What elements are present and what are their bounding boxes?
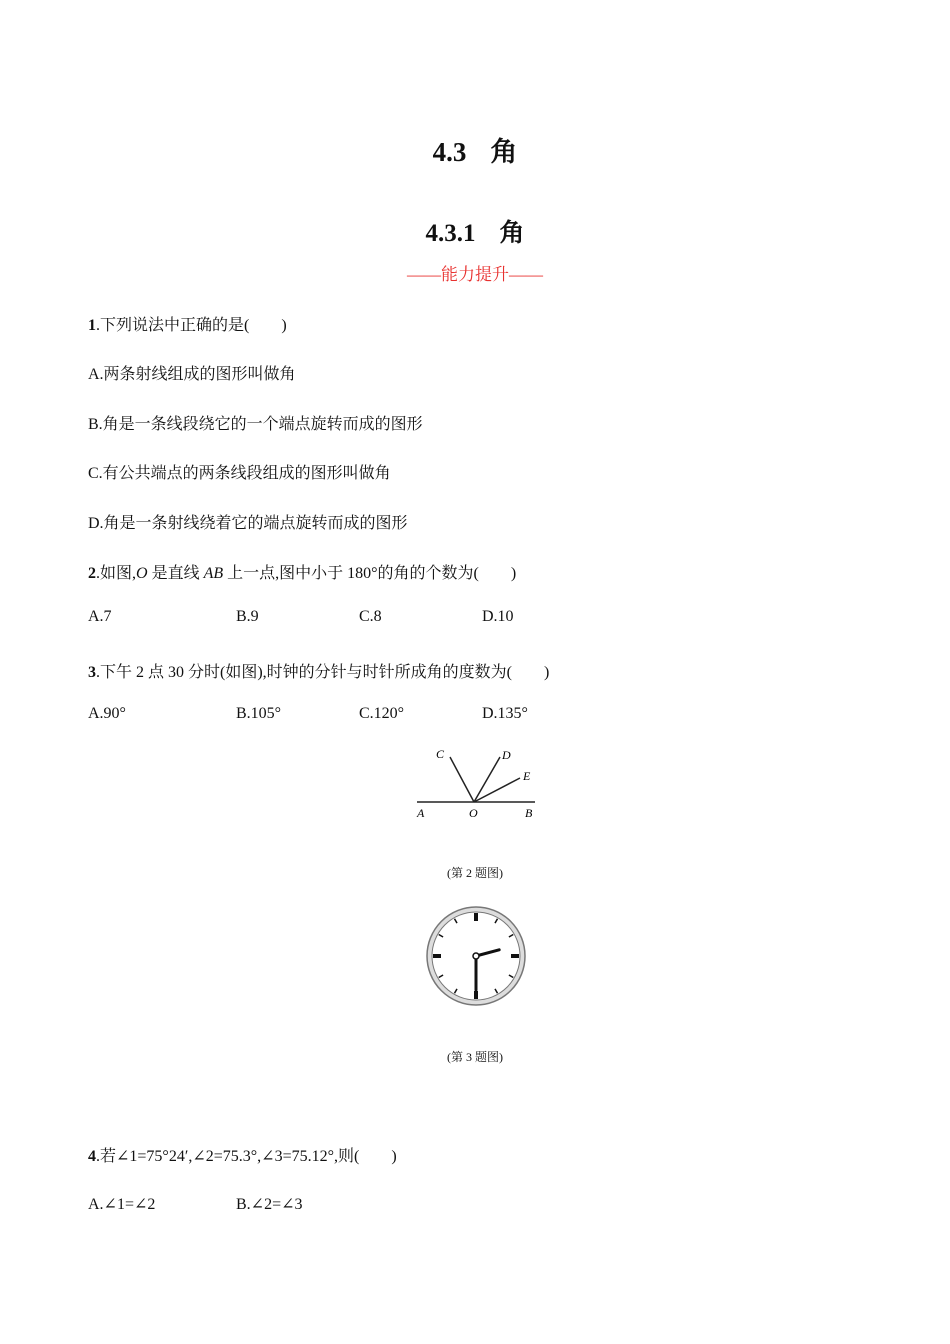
figure-3-caption: (第 3 题图) [447,1050,503,1064]
title-number: 4.3 [432,137,467,167]
label-a: A [417,806,425,820]
page-title [0,130,950,169]
label-o: O [469,806,478,820]
q1-option-c: C.有公共端点的两条线段组成的图形叫做角 [88,465,391,482]
question-text-pre: .如图, [96,565,137,582]
question-number: 2 [88,565,96,582]
question-number: 1 [88,317,96,334]
q1-option-d: D.角是一条射线绕着它的端点旋转而成的图形 [88,515,408,532]
label-e: E [523,769,531,783]
q3-option-a: A.90° [88,705,126,722]
q3-option-b: B.105° [236,705,282,722]
figure-2-diagram [405,740,550,825]
question-3 [88,659,549,682]
question-text: .下午 2 点 30 分时(如图),时钟的分针与时针所成角的度数为( ) [96,664,550,681]
question-text-mid: 是直线 [147,565,204,582]
question-number: 4 [88,1148,96,1165]
question-2 [88,560,516,583]
q1-option-b: B.角是一条线段绕它的一个端点旋转而成的图形 [88,416,423,433]
label-d: D [502,748,511,762]
figure-2-caption: (第 2 题图) [447,866,503,880]
question-text-post: 上一点,图中小于 180°的角的个数为( ) [223,565,517,582]
question-text: .若∠1=75°24′,∠2=75.3°,∠3=75.12°,则( ) [96,1148,397,1165]
label-c: C [436,747,445,761]
clock-icon [424,904,528,1008]
subtitle-number: 4.3.1 [425,220,476,247]
question-number: 3 [88,664,96,681]
q2-option-d: D.10 [482,608,514,625]
section-title [0,213,950,249]
question-1 [88,312,287,335]
q4-option-a: A.∠1=∠2 [88,1196,156,1213]
q3-option-d: D.135° [482,705,528,722]
line-ab-label: AB [203,565,224,582]
q2-option-c: C.8 [359,608,382,625]
q4-option-b: B.∠2=∠3 [236,1196,303,1213]
subtitle-char: 角 [499,220,525,247]
question-4 [88,1143,397,1166]
q2-option-b: B.9 [236,608,259,625]
q3-option-c: C.120° [359,705,405,722]
section-tag: ——能力提升—— [407,265,543,284]
question-text: .下列说法中正确的是( ) [96,317,287,334]
point-o-label: O [136,565,148,582]
q2-option-a: A.7 [88,608,112,625]
title-char: 角 [490,137,518,167]
label-b: B [525,806,533,820]
clock-center [473,953,479,959]
q1-option-a: A.两条射线组成的图形叫做角 [88,366,296,383]
ray-oc [450,757,474,802]
